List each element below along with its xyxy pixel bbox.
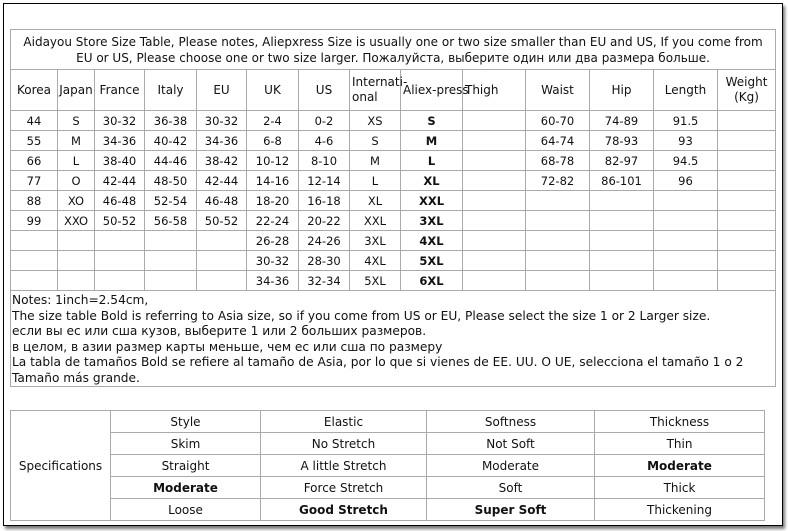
note-line: The size table Bold is referring to Asia size, so if you come from US or EU, Please select the size 1 or 2 Larger size. bbox=[12, 308, 711, 323]
cell-korea bbox=[11, 231, 58, 251]
cell-uk: 2-4 bbox=[247, 111, 299, 131]
cell-uk: 30-32 bbox=[247, 251, 299, 271]
note-line: если вы ес или сша кузов, выберите 1 или 2 больших размеров. bbox=[12, 324, 427, 338]
spec-cell: Thickening bbox=[595, 499, 765, 521]
cell-italy bbox=[145, 271, 197, 291]
cell-hip: 74-89 bbox=[590, 111, 654, 131]
cell-length bbox=[654, 231, 718, 251]
size-row bbox=[11, 251, 776, 271]
cell-international: XS bbox=[350, 111, 401, 131]
cell-japan: XXO bbox=[58, 211, 95, 231]
cell-eu bbox=[197, 251, 247, 271]
cell-eu bbox=[197, 271, 247, 291]
spec-cell: A little Stretch bbox=[261, 455, 427, 477]
header-italy: Italy bbox=[145, 70, 197, 111]
size-row bbox=[11, 271, 776, 291]
cell-thigh bbox=[463, 211, 526, 231]
cell-us: 28-30 bbox=[299, 251, 350, 271]
cell-thigh bbox=[463, 271, 526, 291]
cell-thigh bbox=[463, 131, 526, 151]
cell-international: S bbox=[350, 131, 401, 151]
cell-france: 50-52 bbox=[95, 211, 145, 231]
cell-waist bbox=[526, 251, 590, 271]
cell-international: 4XL bbox=[350, 251, 401, 271]
cell-hip bbox=[590, 271, 654, 291]
cell-international: 5XL bbox=[350, 271, 401, 291]
note-line: La tabla de tamaños Bold se refiere al tamaño de Asia, por lo que si vienes de EE. UU. O UE, selecciona el tamaño 1 o 2 Tamaño más grande. bbox=[12, 355, 744, 385]
cell-eu: 46-48 bbox=[197, 191, 247, 211]
cell-eu: 38-42 bbox=[197, 151, 247, 171]
spec-cell: Elastic bbox=[261, 411, 427, 433]
cell-aliexpress: XXL bbox=[401, 191, 463, 211]
cell-us: 20-22 bbox=[299, 211, 350, 231]
cell-thigh bbox=[463, 111, 526, 131]
cell-uk: 26-28 bbox=[247, 231, 299, 251]
cell-weight bbox=[718, 271, 776, 291]
spec-cell: No Stretch bbox=[261, 433, 427, 455]
cell-italy bbox=[145, 231, 197, 251]
spec-cell: Thick bbox=[595, 477, 765, 499]
cell-france: 46-48 bbox=[95, 191, 145, 211]
size-table-header-row bbox=[11, 70, 776, 111]
cell-eu: 34-36 bbox=[197, 131, 247, 151]
cell-aliexpress: 3XL bbox=[401, 211, 463, 231]
cell-france: 42-44 bbox=[95, 171, 145, 191]
cell-waist: 68-78 bbox=[526, 151, 590, 171]
cell-uk: 14-16 bbox=[247, 171, 299, 191]
spec-cell: Softness bbox=[427, 411, 595, 433]
spec-cell: Loose bbox=[111, 499, 261, 521]
cell-length: 96 bbox=[654, 171, 718, 191]
cell-us: 12-14 bbox=[299, 171, 350, 191]
cell-italy: 44-46 bbox=[145, 151, 197, 171]
cell-italy: 56-58 bbox=[145, 211, 197, 231]
cell-korea: 88 bbox=[11, 191, 58, 211]
cell-thigh bbox=[463, 171, 526, 191]
cell-aliexpress: 6XL bbox=[401, 271, 463, 291]
cell-weight bbox=[718, 111, 776, 131]
cell-international: 3XL bbox=[350, 231, 401, 251]
cell-waist bbox=[526, 191, 590, 211]
cell-waist: 60-70 bbox=[526, 111, 590, 131]
size-row bbox=[11, 191, 776, 211]
cell-international: XL bbox=[350, 191, 401, 211]
header-france: France bbox=[95, 70, 145, 111]
size-row bbox=[11, 111, 776, 131]
cell-eu: 42-44 bbox=[197, 171, 247, 191]
cell-weight bbox=[718, 191, 776, 211]
cell-thigh bbox=[463, 191, 526, 211]
spec-row bbox=[11, 411, 765, 433]
size-row bbox=[11, 171, 776, 191]
spec-row bbox=[11, 455, 765, 477]
cell-waist bbox=[526, 211, 590, 231]
cell-france: 38-40 bbox=[95, 151, 145, 171]
spec-cell: Straight bbox=[111, 455, 261, 477]
size-row bbox=[11, 131, 776, 151]
cell-eu bbox=[197, 231, 247, 251]
header-hip: Hip bbox=[590, 70, 654, 111]
cell-length: 94.5 bbox=[654, 151, 718, 171]
cell-hip: 86-101 bbox=[590, 171, 654, 191]
cell-eu: 50-52 bbox=[197, 211, 247, 231]
cell-uk: 10-12 bbox=[247, 151, 299, 171]
spec-cell: Moderate bbox=[111, 477, 261, 499]
header-uk: UK bbox=[247, 70, 299, 111]
cell-us: 0-2 bbox=[299, 111, 350, 131]
spec-cell: Force Stretch bbox=[261, 477, 427, 499]
cell-waist bbox=[526, 231, 590, 251]
cell-us: 4-6 bbox=[299, 131, 350, 151]
spec-cell: Super Soft bbox=[427, 499, 595, 521]
size-table bbox=[10, 29, 776, 387]
cell-hip: 78-93 bbox=[590, 131, 654, 151]
cell-weight bbox=[718, 131, 776, 151]
cell-france: 30-32 bbox=[95, 111, 145, 131]
cell-us: 24-26 bbox=[299, 231, 350, 251]
cell-uk: 34-36 bbox=[247, 271, 299, 291]
spec-cell: Soft bbox=[427, 477, 595, 499]
cell-thigh bbox=[463, 151, 526, 171]
spec-row bbox=[11, 477, 765, 499]
cell-weight bbox=[718, 171, 776, 191]
cell-france bbox=[95, 231, 145, 251]
cell-hip bbox=[590, 191, 654, 211]
header-length: Length bbox=[654, 70, 718, 111]
spec-cell: Moderate bbox=[427, 455, 595, 477]
cell-uk: 6-8 bbox=[247, 131, 299, 151]
header-thigh: Thigh bbox=[463, 70, 526, 111]
cell-korea bbox=[11, 271, 58, 291]
cell-length: 93 bbox=[654, 131, 718, 151]
cell-france bbox=[95, 271, 145, 291]
spec-row bbox=[11, 433, 765, 455]
spec-cell: Moderate bbox=[595, 455, 765, 477]
size-row bbox=[11, 211, 776, 231]
cell-hip bbox=[590, 231, 654, 251]
header-international: Internati-onal bbox=[350, 70, 401, 111]
cell-italy: 40-42 bbox=[145, 131, 197, 151]
cell-length bbox=[654, 211, 718, 231]
spec-row bbox=[11, 499, 765, 521]
cell-length bbox=[654, 191, 718, 211]
cell-us: 8-10 bbox=[299, 151, 350, 171]
spec-cell: Thin bbox=[595, 433, 765, 455]
cell-italy: 48-50 bbox=[145, 171, 197, 191]
size-table-title: Aidayou Store Size Table, Please notes, Aliepxress Size is usually one or two size smaller than EU and US, If you come from EU or US, Please choose one or two size larger. Пожалуйста, выберите один или два размера больше. bbox=[11, 30, 776, 70]
cell-korea: 66 bbox=[11, 151, 58, 171]
cell-international: M bbox=[350, 151, 401, 171]
cell-korea: 99 bbox=[11, 211, 58, 231]
spec-cell: Style bbox=[111, 411, 261, 433]
spec-cell: Not Soft bbox=[427, 433, 595, 455]
note-line: Notes: 1inch=2.54cm, bbox=[12, 293, 149, 307]
cell-uk: 18-20 bbox=[247, 191, 299, 211]
cell-waist: 72-82 bbox=[526, 171, 590, 191]
cell-us: 32-34 bbox=[299, 271, 350, 291]
cell-italy: 52-54 bbox=[145, 191, 197, 211]
cell-eu: 30-32 bbox=[197, 111, 247, 131]
size-row bbox=[11, 231, 776, 251]
cell-japan: O bbox=[58, 171, 95, 191]
cell-italy: 36-38 bbox=[145, 111, 197, 131]
cell-thigh bbox=[463, 251, 526, 271]
cell-waist bbox=[526, 271, 590, 291]
header-korea: Korea bbox=[11, 70, 58, 111]
cell-waist: 64-74 bbox=[526, 131, 590, 151]
cell-korea: 55 bbox=[11, 131, 58, 151]
cell-aliexpress: 5XL bbox=[401, 251, 463, 271]
cell-aliexpress: S bbox=[401, 111, 463, 131]
header-aliexpress: Aliex-press bbox=[401, 70, 463, 111]
cell-weight bbox=[718, 231, 776, 251]
specifications-table bbox=[10, 410, 765, 521]
cell-thigh bbox=[463, 231, 526, 251]
cell-korea: 44 bbox=[11, 111, 58, 131]
size-notes bbox=[11, 291, 776, 387]
cell-japan: L bbox=[58, 151, 95, 171]
cell-aliexpress: M bbox=[401, 131, 463, 151]
cell-italy bbox=[145, 251, 197, 271]
header-waist: Waist bbox=[526, 70, 590, 111]
cell-weight bbox=[718, 251, 776, 271]
specifications-label: Specifications bbox=[11, 411, 111, 521]
cell-international: XXL bbox=[350, 211, 401, 231]
cell-aliexpress: XL bbox=[401, 171, 463, 191]
spec-cell: Good Stretch bbox=[261, 499, 427, 521]
cell-korea: 77 bbox=[11, 171, 58, 191]
cell-length bbox=[654, 271, 718, 291]
header-us: US bbox=[299, 70, 350, 111]
cell-japan bbox=[58, 251, 95, 271]
spec-cell: Skim bbox=[111, 433, 261, 455]
cell-japan bbox=[58, 231, 95, 251]
cell-hip bbox=[590, 251, 654, 271]
cell-japan: M bbox=[58, 131, 95, 151]
cell-korea bbox=[11, 251, 58, 271]
spec-cell: Thickness bbox=[595, 411, 765, 433]
header-eu: EU bbox=[197, 70, 247, 111]
cell-japan: S bbox=[58, 111, 95, 131]
cell-japan bbox=[58, 271, 95, 291]
cell-france bbox=[95, 251, 145, 271]
cell-hip: 82-97 bbox=[590, 151, 654, 171]
cell-uk: 22-24 bbox=[247, 211, 299, 231]
cell-international: L bbox=[350, 171, 401, 191]
header-weight: Weight (Kg) bbox=[718, 70, 776, 111]
cell-aliexpress: 4XL bbox=[401, 231, 463, 251]
cell-france: 34-36 bbox=[95, 131, 145, 151]
cell-weight bbox=[718, 211, 776, 231]
cell-weight bbox=[718, 151, 776, 171]
header-japan: Japan bbox=[58, 70, 95, 111]
cell-us: 16-18 bbox=[299, 191, 350, 211]
cell-aliexpress: L bbox=[401, 151, 463, 171]
cell-hip bbox=[590, 211, 654, 231]
cell-length bbox=[654, 251, 718, 271]
cell-length: 91.5 bbox=[654, 111, 718, 131]
cell-japan: XO bbox=[58, 191, 95, 211]
note-line: в целом, в азии размер карты меньше, чем ес или сша по размеру bbox=[12, 339, 443, 354]
size-row bbox=[11, 151, 776, 171]
